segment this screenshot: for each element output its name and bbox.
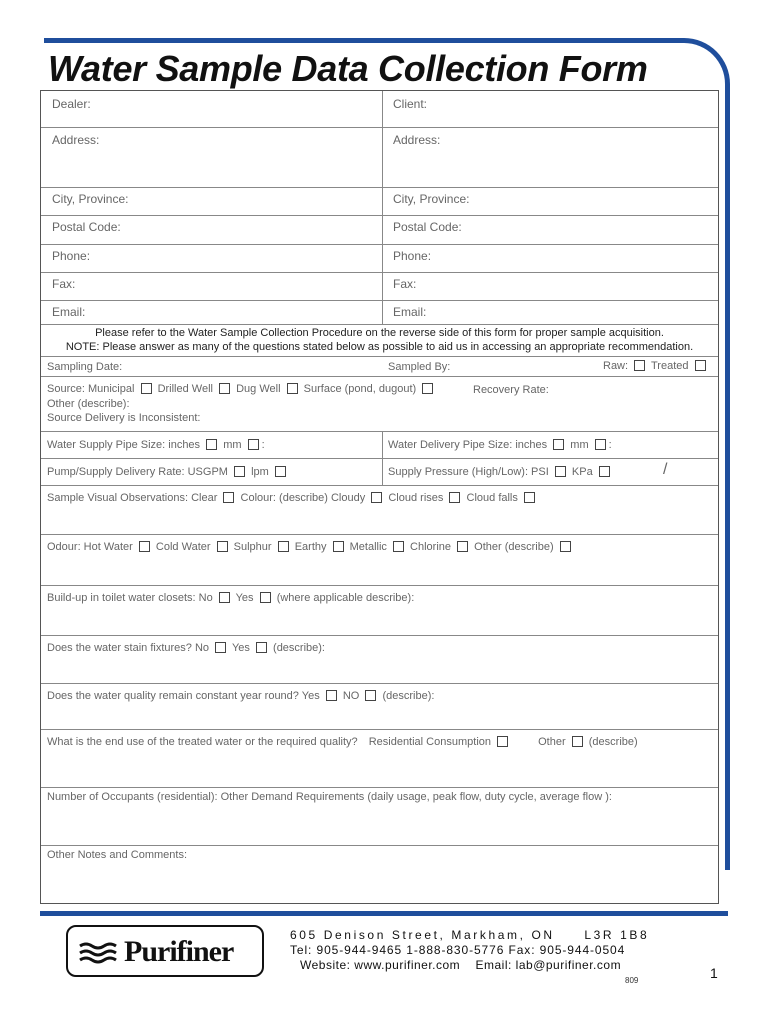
- delivery-inches-checkbox[interactable]: [553, 439, 564, 450]
- surface-checkbox[interactable]: [422, 383, 433, 394]
- raw-checkbox[interactable]: [634, 360, 645, 371]
- constant-no-label: NO: [342, 690, 360, 702]
- psi-checkbox[interactable]: [555, 466, 566, 477]
- cloud-rises-checkbox[interactable]: [449, 492, 460, 503]
- email-row: [41, 300, 718, 324]
- dealer-fax-label: Fax:: [52, 277, 76, 291]
- stain-describe-label: (describe):: [273, 642, 325, 654]
- drilled-well-checkbox[interactable]: [219, 383, 230, 394]
- enduse-group: [47, 736, 638, 748]
- clear-checkbox[interactable]: [223, 492, 234, 503]
- enduse-other-checkbox[interactable]: [572, 736, 583, 747]
- hot-water-checkbox[interactable]: [139, 541, 150, 552]
- supply-inches-checkbox[interactable]: [206, 439, 217, 450]
- residential-checkbox[interactable]: [497, 736, 508, 747]
- address-row: [41, 127, 718, 187]
- form-title: Water Sample Data Collection Form: [48, 48, 648, 89]
- kpa-checkbox[interactable]: [599, 466, 610, 477]
- treated-label: Treated: [650, 360, 689, 372]
- delivery-pipe-group: [388, 439, 612, 451]
- footer-web: Website: www.purifiner.com Email: lab@purifiner.com: [300, 958, 622, 972]
- buildup-no-checkbox[interactable]: [219, 592, 230, 603]
- constant-no-checkbox[interactable]: [365, 690, 376, 701]
- drilled-well-label: Drilled Well: [157, 383, 213, 395]
- pump-rate-group: [47, 466, 289, 478]
- sampling-date-label: Sampling Date:: [47, 361, 123, 373]
- enduse-label: What is the end use of the treated water or the required quality?: [47, 736, 358, 748]
- chlorine-label: Chlorine: [410, 541, 452, 553]
- chlorine-checkbox[interactable]: [457, 541, 468, 552]
- delivery-mm-label: mm: [570, 439, 589, 451]
- supply-pipe-label: Water Supply Pipe Size: inches: [47, 439, 201, 451]
- top-blue-line: [44, 38, 684, 43]
- right-blue-line: [725, 90, 730, 870]
- earthy-checkbox[interactable]: [333, 541, 344, 552]
- occupants-label: Number of Occupants (residential): Other Demand Requirements (daily usage, peak flow, duty cycle, average flow ):: [47, 791, 612, 803]
- page-number: 1: [710, 965, 718, 981]
- pump-row: [41, 458, 718, 485]
- odour-row: [41, 534, 718, 585]
- client-phone-label: Phone:: [393, 249, 432, 263]
- other-source-label: Other (describe):: [47, 398, 130, 410]
- source-options: [47, 383, 436, 395]
- stain-no-checkbox[interactable]: [215, 642, 226, 653]
- odour-hot-label: Odour: Hot Water: [47, 541, 133, 553]
- client-fax-label: Fax:: [393, 277, 417, 291]
- client-email-label: Email:: [393, 305, 427, 319]
- occupants-row: [41, 787, 718, 845]
- dealer-postal-label: Postal Code:: [52, 220, 121, 234]
- earthy-label: Earthy: [294, 541, 327, 553]
- raw-treated-group: [603, 360, 709, 372]
- delivery-mm-checkbox[interactable]: [595, 439, 606, 450]
- cloud-falls-checkbox[interactable]: [524, 492, 535, 503]
- supply-pipe-group: [47, 439, 265, 451]
- cloud-falls-label: Cloud falls: [466, 492, 518, 504]
- other-notes-label: Other Notes and Comments:: [47, 849, 188, 861]
- pressure-label: Supply Pressure (High/Low): PSI: [388, 466, 549, 478]
- delivery-colon: :: [608, 439, 612, 451]
- postal-row: [41, 215, 718, 244]
- instructions-line2: NOTE: Please answer as many of the questions stated below as possible to aid us in accessing an appropriate recommendation.: [65, 341, 694, 353]
- footer-address: 605 Denison Street, Markham, ON L3R 1B8: [290, 928, 650, 942]
- municipal-checkbox[interactable]: [141, 383, 152, 394]
- recovery-rate-label: Recovery Rate:: [473, 384, 549, 396]
- client-postal-label: Postal Code:: [393, 220, 462, 234]
- visual-clear-label: Sample Visual Observations: Clear: [47, 492, 218, 504]
- instructions-row: [41, 324, 718, 356]
- buildup-yes-label: Yes: [235, 592, 254, 604]
- lpm-checkbox[interactable]: [275, 466, 286, 477]
- constant-yes-label: Does the water quality remain constant year round? Yes: [47, 690, 320, 702]
- odour-other-checkbox[interactable]: [560, 541, 571, 552]
- wave-lines-icon: [78, 942, 120, 964]
- bottom-blue-line: [40, 911, 728, 916]
- fax-row: [41, 272, 718, 300]
- buildup-yes-checkbox[interactable]: [260, 592, 271, 603]
- dealer-phone-label: Phone:: [52, 249, 91, 263]
- dug-well-checkbox[interactable]: [287, 383, 298, 394]
- supply-colon: :: [261, 439, 265, 451]
- metallic-label: Metallic: [349, 541, 387, 553]
- residential-label: Residential Consumption: [368, 736, 491, 748]
- client-label: Client:: [393, 97, 428, 111]
- other-notes-row: [41, 845, 718, 903]
- source-municipal-label: Source: Municipal: [47, 383, 135, 395]
- buildup-no-label: Build-up in toilet water closets: No: [47, 592, 213, 604]
- kpa-label: KPa: [571, 466, 593, 478]
- pump-rate-label: Pump/Supply Delivery Rate: USGPM: [47, 466, 228, 478]
- dealer-address-label: Address:: [52, 133, 100, 147]
- sampling-row: [41, 356, 718, 376]
- stain-yes-label: Yes: [231, 642, 250, 654]
- cold-water-label: Cold Water: [155, 541, 211, 553]
- sulphur-label: Sulphur: [233, 541, 272, 553]
- stain-yes-checkbox[interactable]: [256, 642, 267, 653]
- colour-cloudy-label: Colour: (describe) Cloudy: [240, 492, 366, 504]
- dealer-email-label: Email:: [52, 305, 86, 319]
- usgpm-checkbox[interactable]: [234, 466, 245, 477]
- client-city-label: City, Province:: [393, 192, 470, 206]
- dug-well-label: Dug Well: [236, 383, 281, 395]
- source-inconsistent-label: Source Delivery is Inconsistent:: [47, 412, 201, 424]
- pressure-slash: /: [663, 461, 668, 478]
- instructions-line1: Please refer to the Water Sample Collection Procedure on the reverse side of this form for proper sample acquisition.: [95, 327, 664, 339]
- sulphur-checkbox[interactable]: [278, 541, 289, 552]
- stain-no-label: Does the water stain fixtures? No: [47, 642, 210, 654]
- phone-row: [41, 244, 718, 272]
- footer-tel: Tel: 905-944-9465 1-888-830-5776 Fax: 905-944-0504: [290, 943, 626, 957]
- surface-label: Surface (pond, dugout): [303, 383, 417, 395]
- purifiner-logo: [66, 925, 264, 977]
- stain-group: [47, 642, 325, 654]
- form-table: [40, 90, 719, 904]
- buildup-row: [41, 585, 718, 635]
- constant-describe-label: (describe):: [382, 690, 435, 702]
- constant-group: [47, 690, 434, 702]
- raw-label: Raw:: [603, 360, 629, 372]
- visual-row: [41, 485, 718, 534]
- cloud-rises-label: Cloud rises: [388, 492, 444, 504]
- dealer-city-label: City, Province:: [52, 192, 129, 206]
- constant-row: [41, 683, 718, 729]
- delivery-pipe-label: Water Delivery Pipe Size: inches: [388, 439, 548, 451]
- enduse-row: [41, 729, 718, 787]
- supply-mm-checkbox[interactable]: [248, 439, 259, 450]
- client-address-label: Address:: [393, 133, 441, 147]
- form-code: 809: [625, 976, 639, 985]
- treated-checkbox[interactable]: [695, 360, 706, 371]
- sampled-by-label: Sampled By:: [388, 361, 451, 373]
- metallic-checkbox[interactable]: [393, 541, 404, 552]
- enduse-describe-label: (describe): [588, 736, 638, 748]
- pipe-row: [41, 431, 718, 458]
- buildup-describe-label: (where applicable describe):: [276, 592, 415, 604]
- buildup-group: [47, 592, 414, 604]
- supply-mm-label: mm: [223, 439, 242, 451]
- cold-water-checkbox[interactable]: [217, 541, 228, 552]
- cloudy-checkbox[interactable]: [371, 492, 382, 503]
- odour-group: [47, 541, 574, 553]
- lpm-label: lpm: [251, 466, 269, 478]
- top-right-curve: [676, 38, 730, 92]
- dealer-label: Dealer:: [52, 97, 91, 111]
- source-row: [41, 376, 718, 431]
- stain-row: [41, 635, 718, 683]
- city-row: [41, 187, 718, 215]
- logo-text: Purifiner: [124, 935, 234, 968]
- enduse-other-label: Other: [538, 736, 566, 748]
- constant-yes-checkbox[interactable]: [326, 690, 337, 701]
- odour-other-label: Other (describe): [474, 541, 554, 553]
- visual-group: [47, 492, 538, 504]
- pressure-group: [388, 466, 613, 478]
